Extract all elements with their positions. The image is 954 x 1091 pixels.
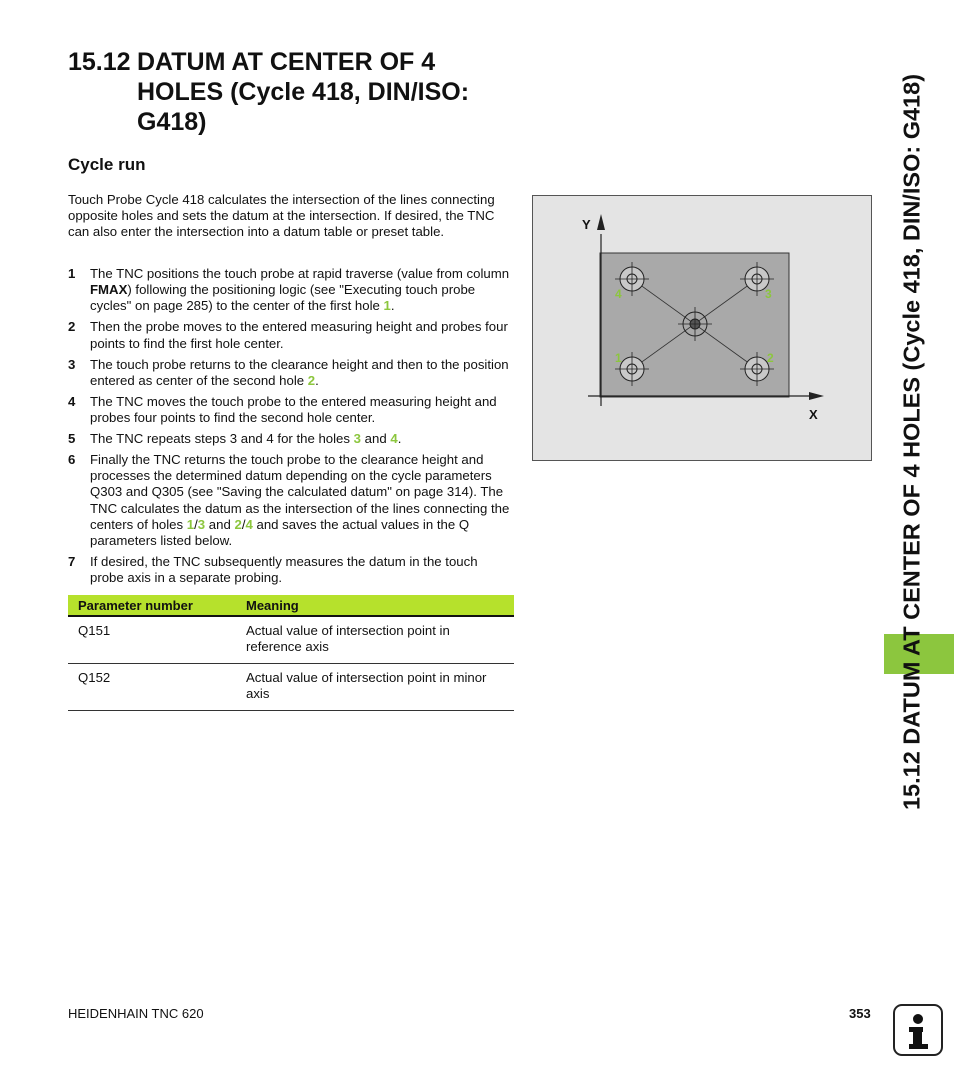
column-header-parameter: Parameter number: [68, 595, 236, 616]
hole-ref: 4: [390, 431, 398, 447]
step-number: 6: [68, 452, 76, 468]
section-number: 15.12: [68, 48, 131, 76]
hole-ref: 1: [186, 516, 195, 532]
section-title: [68, 47, 518, 137]
fmax-term: FMAX: [90, 282, 128, 298]
side-running-title: 15.12 DATUM AT CENTER OF 4 HOLES (Cycle 418, DIN/ISO: G418): [898, 73, 925, 811]
meaning-cell: Actual value of intersection point in minor axis: [236, 664, 514, 711]
hole-ref: 4: [245, 516, 253, 532]
hole-label-3: 3: [765, 287, 772, 301]
step-3: 3 The touch probe returns to the clearance height and then to the position entered as center of the second hole 2.: [68, 356, 509, 388]
hole-ref: 1: [383, 298, 391, 314]
steps-list: [68, 266, 513, 591]
hole-ref: 2: [234, 516, 242, 532]
step-number: 7: [68, 554, 76, 570]
table-row: [68, 664, 514, 711]
step-6: 6 Finally the TNC returns the touch probe to the clearance height and processes the determined datum depending on the cycle parameters Q303 and Q305 (see "Saving the calculated datum" on page 314). The TNC calculates the datum as the intersection of the lines connecting the centers of holes 1/3 and 2/4 and saves the actual values in the Q parameters listed below.: [68, 452, 510, 549]
y-axis-label: Y: [582, 217, 591, 232]
info-icon: [893, 1004, 943, 1056]
column-header-meaning: Meaning: [236, 595, 514, 616]
hole-diagram: [532, 195, 872, 461]
step-number: 5: [68, 431, 76, 447]
step-7: 7 If desired, the TNC subsequently measures the datum in the touch probe axis in a separate probing.: [68, 554, 478, 586]
table-row: [68, 616, 514, 664]
hole-label-1: 1: [615, 351, 622, 365]
y-axis-arrow: [597, 214, 605, 230]
step-4: 4 The TNC moves the touch probe to the entered measuring height and probes four points to find the second hole center.: [68, 393, 497, 426]
subheading-cycle-run: Cycle run: [68, 155, 146, 174]
hole-label-4: 4: [615, 287, 622, 301]
x-axis-label: X: [809, 407, 818, 422]
hole-label-2: 2: [767, 351, 774, 365]
parameter-table: [68, 595, 514, 711]
step-1: 1 The TNC positions the touch probe at rapid traverse (value from column FMAX) following the positioning logic (see "Executing touch probe cycles" on page 285) to the center of the first hole 1.: [68, 266, 510, 314]
hole-ref: 3: [353, 431, 361, 447]
step-5: 5 The TNC repeats steps 3 and 4 for the holes 3 and 4.: [68, 431, 402, 447]
intro-paragraph: Touch Probe Cycle 418 calculates the intersection of the lines connecting opposite holes and sets the datum at the intersection. If desired, the TNC can also enter the intersection into a datum table or preset table.: [68, 192, 495, 240]
parameter-cell: Q151: [68, 616, 236, 664]
table-header-row: [68, 595, 514, 616]
step-number: 1: [68, 266, 76, 281]
step-2: 2 Then the probe moves to the entered measuring height and probes four points to find the first hole center.: [68, 319, 508, 351]
meaning-cell: Actual value of intersection point in reference axis: [236, 616, 514, 664]
hole-ref: 2: [307, 372, 316, 388]
footer-product: HEIDENHAIN TNC 620: [68, 1006, 204, 1021]
section-title-text: DATUM AT CENTER OF 4 HOLES (Cycle 418, DIN/ISO: G418): [137, 48, 470, 136]
x-axis-arrow: [809, 392, 824, 400]
hole-ref: 3: [197, 516, 206, 532]
page-number: 353: [849, 1006, 871, 1021]
parameter-cell: Q152: [68, 664, 236, 711]
step-number: 4: [68, 393, 76, 409]
step-number: 2: [68, 319, 76, 335]
step-number: 3: [68, 356, 76, 372]
hole-diagram-svg: [533, 196, 871, 460]
